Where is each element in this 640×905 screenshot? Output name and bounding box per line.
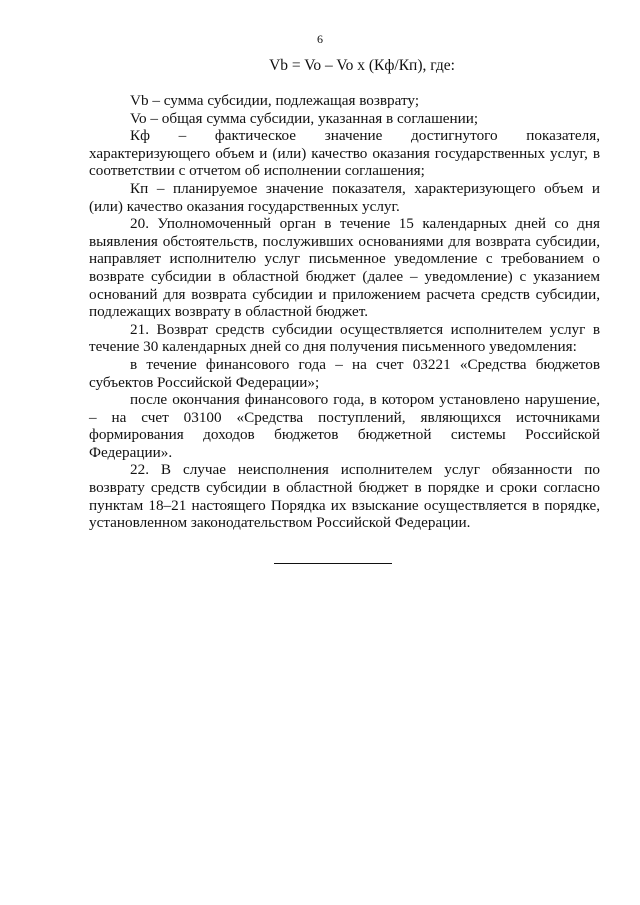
clause-22: 22. В случае неисполнения исполнителем услуг обязанности по возврату средств субсидии в областной бюджет в порядке и сроки согласно пунктам 18–21 настоящего Порядка их взыскание осуществляется в порядке, установленном законодательством Российской Федерации. — [89, 461, 600, 532]
page-number: 6 — [317, 32, 323, 46]
definition-kf: Кф – фактическое значение достигнутого показателя, характеризующего объем и (или) качество оказания государственных услуг, в соответствии с отчетом об исполнении соглашения; — [89, 127, 600, 180]
definition-vb: Vb – сумма субсидии, подлежащая возврату; — [130, 92, 420, 109]
definition-kp: Кп – планируемое значение показателя, характеризующего объем и (или) качество оказания государственных услуг. — [89, 179, 600, 215]
clause-21: 21. Возврат средств субсидии осуществляется исполнителем услуг в течение 30 календарных дней со дня получения письменного уведомления: — [89, 320, 600, 356]
clause-21-item-2: после окончания финансового года, в котором установлено нарушение, – на счет 03100 «Средства поступлений, являющихся источниками формирования доходов бюджетов бюджетной системы Российской Федерации». — [89, 391, 600, 461]
definition-vo: Vo – общая сумма субсидии, указанная в соглашении; — [130, 109, 479, 127]
clause-21-item-1: в течение финансового года – на счет 03221 «Средства бюджетов субъектов Российской Федерации»; — [89, 355, 600, 391]
document-body — [89, 92, 600, 532]
end-divider — [274, 563, 392, 564]
clause-20: 20. Уполномоченный орган в течение 15 календарных дней со дня выявления обстоятельств, послуживших основаниями для возврата субсидии, направляет исполнителю услуг письменное уведомление с требованием о возврате субсидии в областной бюджет (далее – уведомление) с указанием оснований для возврата субсидии и приложением расчета средств субсидии, подлежащих возврату в областной бюджет. — [89, 215, 600, 321]
formula: Vb = Vo – Vo x (Кф/Кп), где: — [269, 57, 455, 74]
